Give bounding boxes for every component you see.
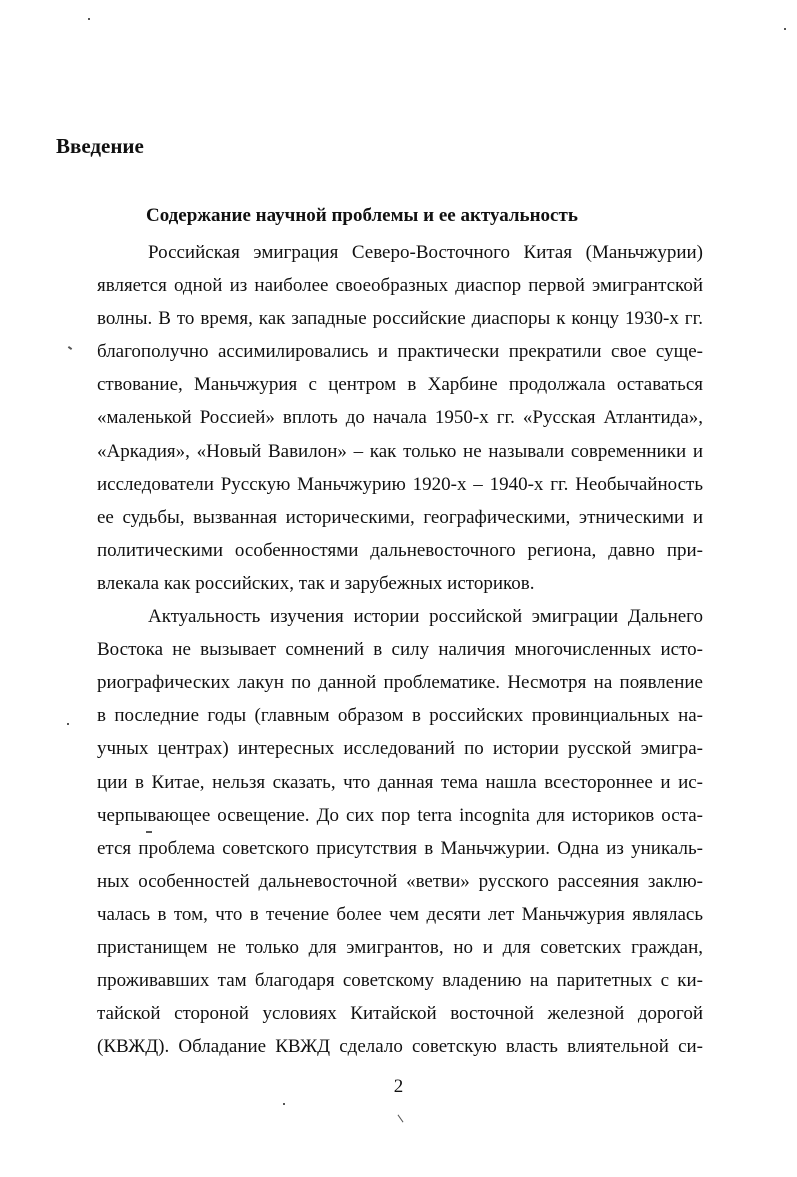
scan-speck (88, 18, 90, 20)
page-number: 2 (393, 1076, 404, 1097)
text-line: тайской стороной условиях Китайской восточной железной дорогой (97, 1003, 703, 1025)
text-line: черпывающее освещение. До сих пор terra incognita для историков оста- (97, 804, 703, 826)
text-line: ее судьбы, вызванная историческими, географическими, этническими и (97, 506, 703, 528)
section-heading: Введение (56, 134, 144, 158)
text-line: чалась в том, что в течение более чем десяти лет Маньчжурия являлась (97, 903, 703, 925)
text-line: (КВЖД). Обладание КВЖД сделало советскую власть влиятельной си- (97, 1036, 703, 1058)
text-line: «маленькой Россией» вплоть до начала 1950-х гг. «Русская Атлантида», (97, 407, 703, 429)
text-line: благополучно ассимилировались и практически прекратили свое суще- (97, 341, 703, 363)
text-line: ных особенностей дальневосточной «ветви» русского рассеяния заклю- (97, 870, 703, 892)
text-line: учных центрах) интересных исследований по истории русской эмигра- (97, 738, 703, 760)
text-line: политическими особенностями дальневосточного региона, давно при- (97, 539, 703, 561)
text-line: в последние годы (главным образом в российских провинциальных на- (97, 705, 703, 727)
section-subheading: Содержание научной проблемы и ее актуальность (146, 205, 578, 226)
text-line: ется проблема советского присутствия в Маньчжурии. Одна из уникаль- (97, 837, 703, 859)
body-text (97, 236, 703, 1063)
scan-speck (67, 723, 69, 725)
scan-speck (398, 1115, 404, 1123)
text-line: ции в Китае, нельзя сказать, что данная тема нашла всестороннее и ис- (97, 771, 703, 793)
text-line: исследователи Русскую Маньчжурию 1920-х – 1940-х гг. Необычайность (97, 473, 703, 495)
text-line: «Аркадия», «Новый Вавилон» – как только не называли современники и (97, 440, 703, 462)
text-line: пристанищем не только для эмигрантов, но и для советских граждан, (97, 936, 703, 958)
text-line: риографических лакун по данной проблематике. Несмотря на появление (97, 672, 703, 694)
text-line: является одной из наиболее своеобразных диаспор первой эмигрантской (97, 275, 703, 297)
scan-speck (784, 28, 786, 30)
text-line: Российская эмиграция Северо-Восточного Китая (Маньчжурии) (148, 242, 703, 263)
text-line: ствование, Маньчжурия с центром в Харбине продолжала оставаться (97, 374, 703, 396)
scan-speck (283, 1103, 285, 1105)
text-line: проживавших там благодаря советскому владению на паритетных с ки- (97, 970, 703, 992)
scan-speck (68, 346, 72, 350)
text-line: волны. В то время, как западные российские диаспоры к концу 1930-х гг. (97, 308, 703, 330)
text-line: Востока не вызывает сомнений в силу наличия многочисленных исто- (97, 639, 703, 661)
scan-speck (146, 831, 152, 833)
text-line: влекала как российских, так и зарубежных историков. (97, 572, 535, 594)
text-line: Актуальность изучения истории российской эмиграции Дальнего (148, 606, 703, 628)
